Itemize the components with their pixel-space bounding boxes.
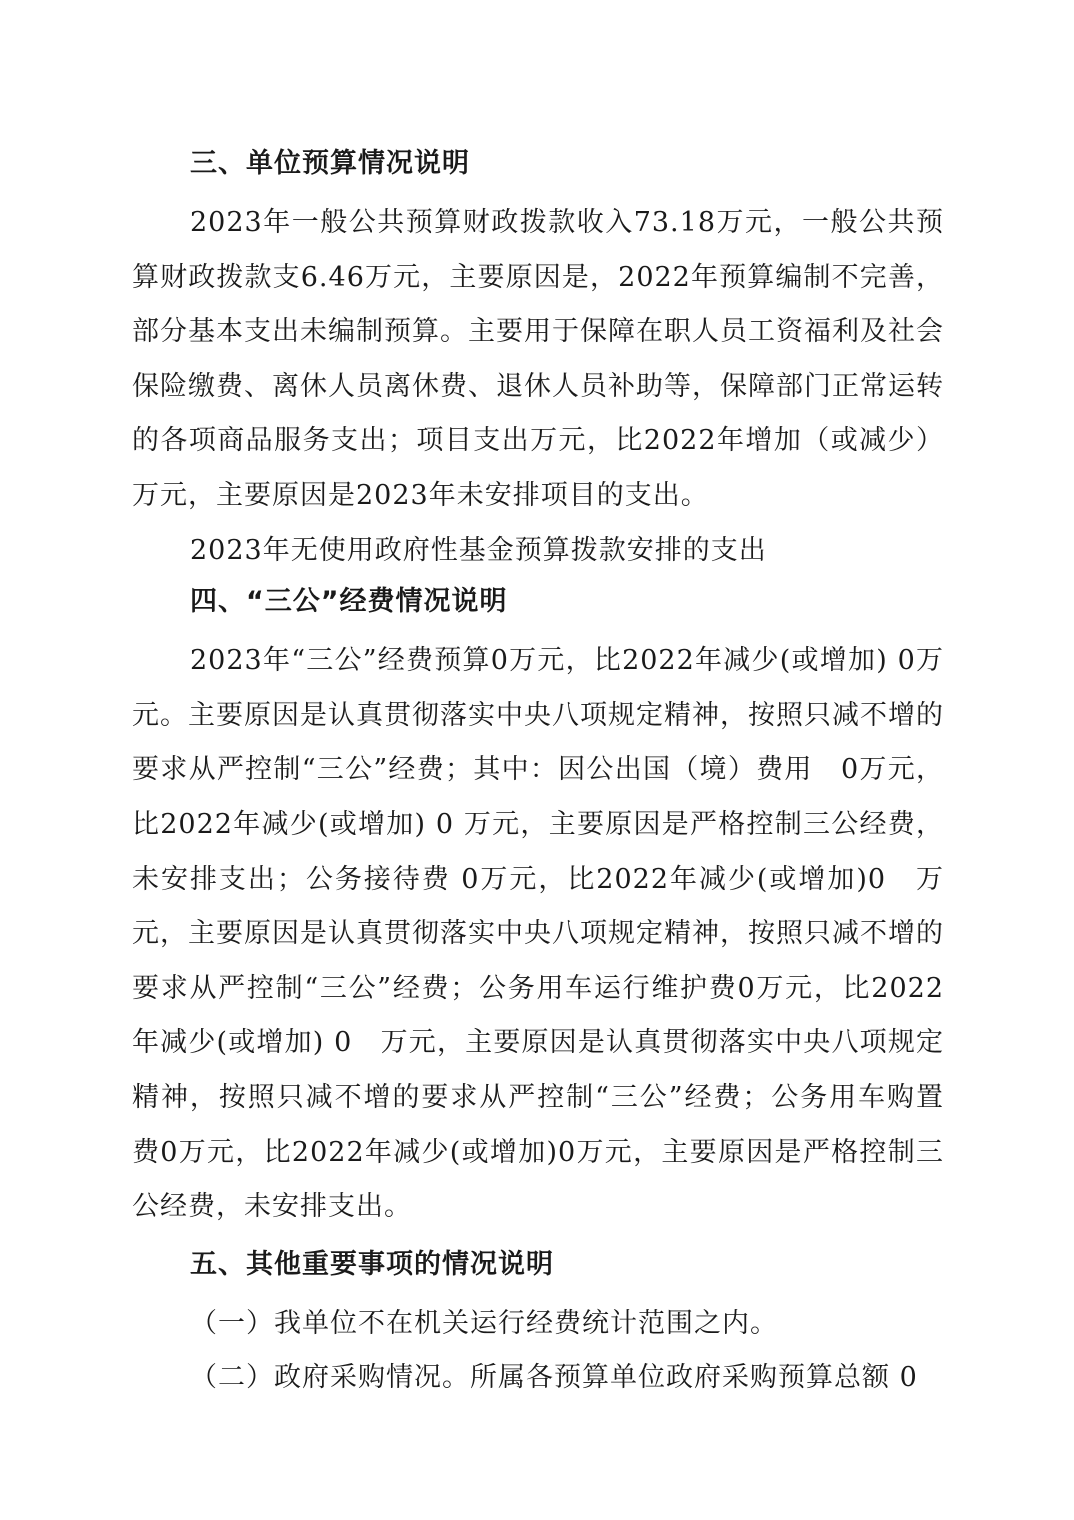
document-page (132, 142, 944, 1406)
section-3-paragraph-1: 2023年一般公共预算财政拨款收入73.18万元，一般公共预算财政拨款支6.46万元，主要原因是，2022年预算编制不完善，部分基本支出未编制预算。主要用于保障在职人员工资福利及社会保险缴费、离休人员离休费、退休人员补助等，保障部门正常运转的各项商品服务支出；项目支出万元，比2022年增加（或减少）万元，主要原因是2023年未安排项目的支出。 (132, 207, 944, 511)
section-5-paragraph-1: （一）我单位不在机关运行经费统计范围之内。 (190, 1307, 778, 1339)
section-4-paragraph-1: 2023年“三公”经费预算0万元，比2022年减少(或增加) 0万元。主要原因是认真贯彻落实中央八项规定精神，按照只减不增的要求从严控制“三公”经费；其中：因公出国（境）费用 0万元，比2022年减少(或增加) 0 万元，主要原因是严格控制三公经费，未安排支出；公务接待费 0万元，比2022年减少(或增加)0 万元，主要原因是认真贯彻落实中央八项规定精神，按照只减不增的要求从严控制“三公”经费；公务用车运行维护费0万元，比2022年减少(或增加) 0 万元，主要原因是认真贯彻落实中央八项规定精神，按照只减不增的要求从严控制“三公”经费；公务用车购置费0万元，比2022年减少(或增加)0万元，主要原因是严格控制三公经费，未安排支出。 (132, 645, 944, 1223)
section-5-title: 五、其他重要事项的情况说明 (190, 1248, 554, 1280)
section-3-title: 三、单位预算情况说明 (190, 148, 470, 179)
section-3-paragraph-2: 2023年无使用政府性基金预算拨款安排的支出 (190, 534, 767, 566)
section-5-paragraph-2: （二）政府采购情况。所属各预算单位政府采购预算总额 0 (190, 1362, 918, 1394)
section-4-title: 四、“三公”经费情况说明 (190, 586, 508, 618)
